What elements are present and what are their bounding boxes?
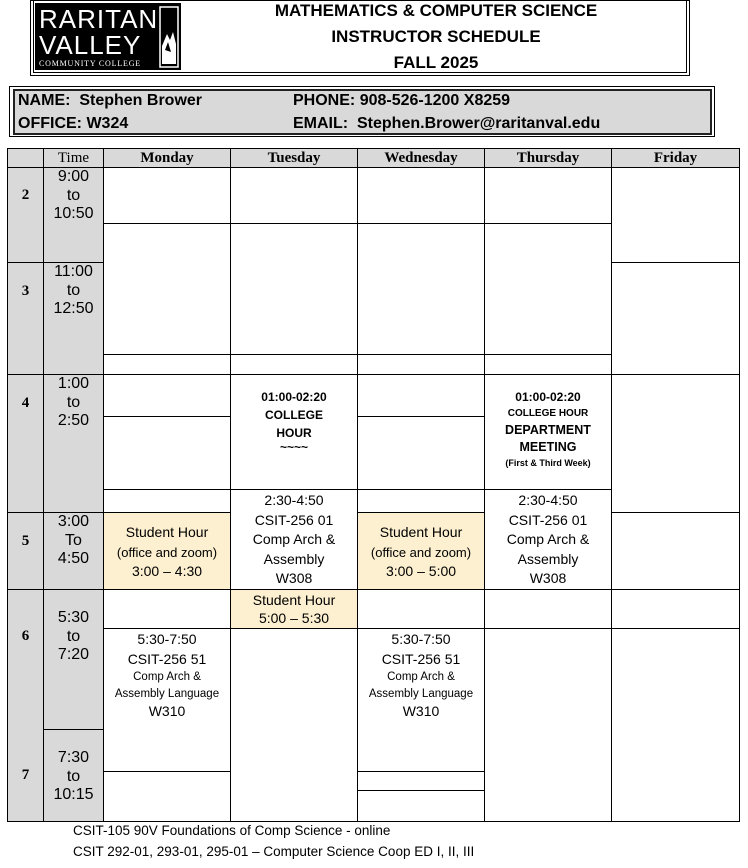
course-room: W308	[275, 570, 313, 586]
tuesday-college-hour	[231, 388, 357, 452]
course-title: Assembly	[517, 550, 579, 567]
period-time	[44, 749, 103, 805]
event-title: HOUR	[276, 426, 312, 440]
time-start: 3:00	[57, 513, 90, 530]
event-note: (office and zoom)	[370, 544, 472, 560]
time-to: to	[66, 627, 81, 645]
logo-line-2: VALLEY	[39, 30, 142, 60]
phone-label: PHONE:	[293, 92, 356, 109]
col-header-thursday: Thursday	[516, 150, 580, 166]
phone-number: 908-526-1200 X8259	[359, 92, 511, 109]
time-to: to	[66, 393, 81, 411]
event-title: COLLEGE	[264, 408, 323, 422]
time-end: 10:50	[53, 205, 94, 222]
thursday-csit-256-01	[485, 491, 611, 589]
email-row	[293, 115, 600, 133]
logo-tagline: COMMUNITY COLLEGE	[39, 59, 141, 68]
period-time	[44, 263, 103, 319]
course-code: CSIT-256 01	[508, 511, 588, 528]
time-to: To	[65, 531, 82, 549]
course-code: CSIT-256 01	[254, 511, 334, 528]
period-number: 4	[21, 395, 30, 411]
event-time: 01:00-02:20	[515, 390, 581, 404]
name-row	[18, 92, 202, 110]
event-title: Student Hour	[252, 592, 336, 608]
tuesday-student-hour	[231, 591, 357, 627]
event-time: 3:00 – 4:30	[131, 563, 203, 579]
col-header-time: Time	[57, 150, 90, 166]
event-time: 5:00 – 5:30	[258, 610, 330, 626]
col-header-friday: Friday	[653, 150, 698, 166]
time-end: 4:50	[57, 550, 90, 567]
time-start: 5:30	[57, 609, 90, 626]
time-to: to	[66, 186, 81, 204]
time-end: 12:50	[53, 300, 94, 317]
event-note: ~~~~	[279, 440, 309, 454]
name-label: NAME:	[18, 92, 71, 109]
course-title: Assembly	[263, 550, 325, 567]
time-end: 2:50	[57, 412, 90, 429]
tuesday-csit-256-01	[231, 491, 357, 589]
title-department: MATHEMATICS & COMPUTER SCIENCE	[274, 1, 598, 20]
course-title: Assembly Language	[114, 687, 220, 700]
monday-student-hour	[104, 523, 230, 582]
course-code: CSIT-256 51	[381, 650, 461, 667]
period-time	[44, 168, 103, 224]
email-address: Stephen.Brower@raritanval.edu	[357, 115, 601, 132]
logo-line-1: RARITAN	[39, 4, 159, 34]
phone-row	[293, 92, 510, 110]
event-time: 01:00-02:20	[261, 390, 327, 404]
event-title: Student Hour	[125, 524, 209, 540]
event-title: MEETING	[519, 440, 577, 454]
period-time	[44, 513, 103, 569]
period-time	[44, 609, 103, 665]
college-logo	[35, 3, 181, 70]
time-start: 7:30	[57, 749, 90, 766]
course-title: Comp Arch &	[133, 671, 201, 683]
time-to: to	[66, 281, 81, 299]
col-header-wednesday: Wednesday	[384, 150, 458, 166]
col-header-tuesday: Tuesday	[267, 150, 321, 166]
title-term: FALL 2025	[393, 53, 479, 72]
course-room: W310	[402, 703, 440, 719]
course-code: CSIT-256 51	[127, 650, 207, 667]
wednesday-csit-256-51	[358, 630, 484, 722]
event-time: 5:30-7:50	[137, 631, 197, 647]
footer-online-course: CSIT-105 90V Foundations of Comp Science - online	[73, 823, 391, 838]
time-start: 11:00	[54, 263, 93, 280]
time-start: 9:00	[57, 168, 90, 185]
event-title: Student Hour	[379, 524, 463, 540]
email-label: EMAIL:	[293, 115, 349, 132]
time-end: 10:15	[53, 786, 94, 803]
instructor-name: Stephen Brower	[79, 92, 203, 109]
course-title: Assembly Language	[368, 687, 474, 700]
mountain-logo-icon	[159, 6, 179, 68]
period-number: 7	[21, 767, 30, 783]
period-number: 5	[21, 533, 30, 549]
wednesday-student-hour	[358, 523, 484, 582]
time-to: to	[66, 767, 81, 785]
col-header-monday: Monday	[140, 150, 194, 166]
course-title: Comp Arch &	[506, 531, 590, 547]
title-schedule: INSTRUCTOR SCHEDULE	[331, 27, 541, 46]
office-room: W324	[86, 115, 129, 132]
time-start: 1:00	[57, 375, 90, 392]
office-label: OFFICE:	[18, 115, 82, 132]
event-title: DEPARTMENT	[505, 423, 591, 437]
course-title: Comp Arch &	[252, 531, 336, 547]
course-room: W308	[529, 570, 567, 586]
monday-csit-256-51	[104, 630, 230, 722]
time-end: 7:20	[57, 646, 90, 663]
event-time: 2:30-4:50	[264, 492, 324, 508]
thursday-department-meeting	[485, 388, 611, 470]
office-row	[18, 115, 128, 133]
footer-coop-courses: CSIT 292-01, 293-01, 295-01 – Computer Science Coop ED I, II, III	[73, 844, 475, 859]
event-title: COLLEGE HOUR	[507, 408, 589, 419]
period-number: 3	[21, 283, 30, 299]
event-time: 2:30-4:50	[518, 492, 578, 508]
course-title: Comp Arch &	[387, 671, 455, 683]
period-number: 2	[21, 187, 30, 203]
event-note: (office and zoom)	[116, 544, 218, 560]
period-number: 6	[21, 628, 30, 644]
event-time: 3:00 – 5:00	[385, 563, 457, 579]
course-room: W310	[148, 703, 186, 719]
event-note: (First & Third Week)	[505, 458, 591, 468]
event-time: 5:30-7:50	[391, 631, 451, 647]
period-time	[44, 375, 103, 431]
